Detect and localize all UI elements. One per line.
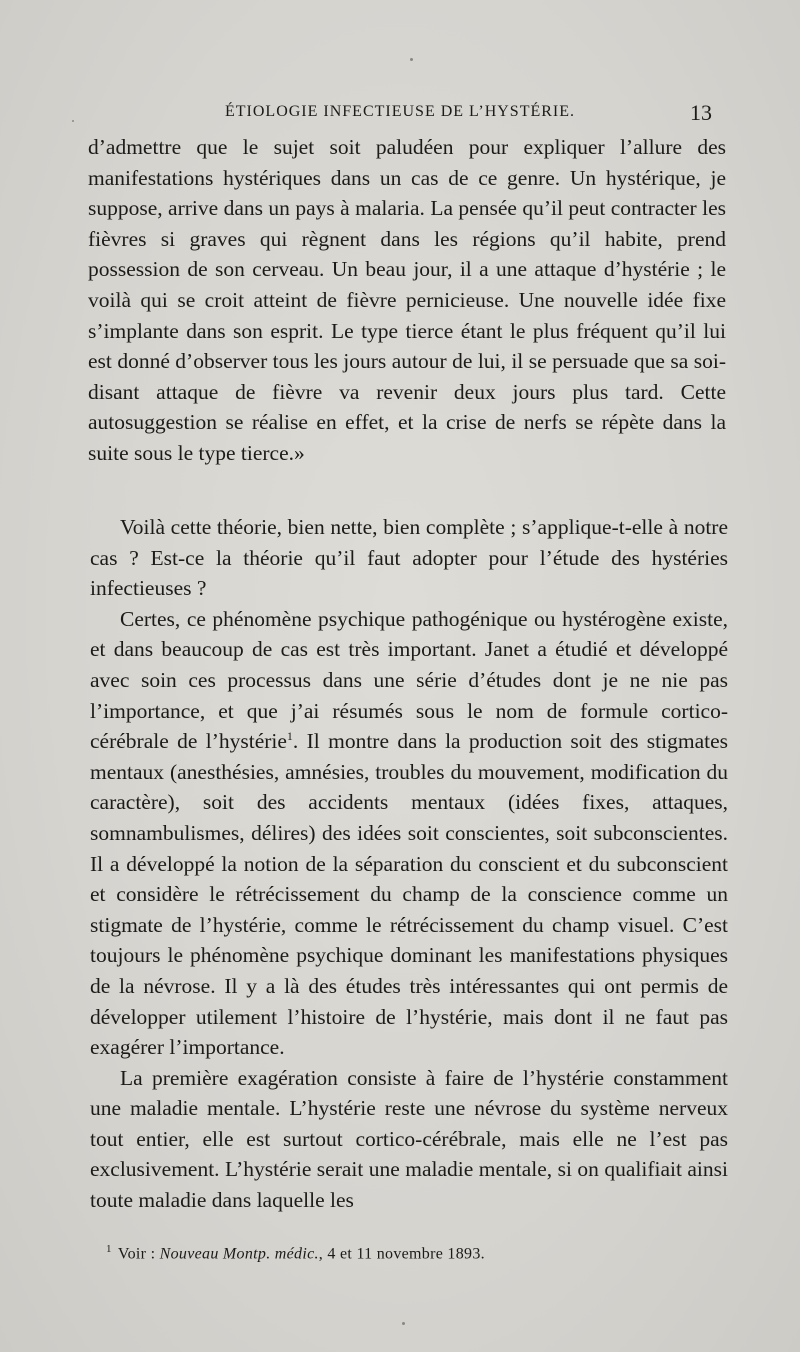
footnote-reference: 1 [286,729,293,743]
footnote-prefix: Voir : [117,1245,156,1263]
paragraph-janet-part-1: Certes, ce phénomène psychique pathogénique ou hystérogène existe, et dans beaucoup de cas est très important. Janet a étudié et développé avec soin ces processus dans une série d’études dont je ne nie pas l’importance, et que j’ai résumés sous le nom de formule cortico-cérébrale de l’hystérie [90,606,728,754]
paper-speck [402,1322,405,1325]
footnote-suffix: , 4 et 11 novembre 1893. [318,1245,485,1263]
footnote [106,1243,726,1263]
paragraph-theory-question: Voilà cette théorie, bien nette, bien complète ; s’applique-t-elle à notre cas ? Est-ce la théorie qu’il faut adopter pour l’étude des hystéries infectieuses ? [90,515,728,601]
paragraph-janet-studies [90,604,728,1063]
text-block-top [88,132,726,499]
running-head [88,100,712,126]
paper-speck [410,58,413,61]
footnote-journal: Nouveau Montp. médic. [159,1245,319,1263]
paragraph-first-exaggeration: La première exagération consiste à faire de l’hystérie constamment une maladie mentale. L’hystérie reste une névrose du système nerveux tout entier, elle est surtout cortico-cérébrale, mais elle ne l’est pas exclusivement. L’hystérie serait une maladie mentale, si on qualifiait ainsi toute maladie dans laquelle les [90,1065,728,1213]
footnote-mark: 1 [106,1243,112,1255]
page-number: 13 [690,100,712,125]
paragraph-quote-continuation: d’admettre que le sujet soit paludéen pour expliquer l’allure des manifestations hystériques dans un cas de ce genre. Un hystérique, je suppose, arrive dans un pays à malaria. La pensée qu’il peut contracter les fièvres si graves qui règnent dans les régions qu’il habite, prend possession de son cerveau. Un beau jour, il a une attaque d’hystérie ; le voilà qui se croit atteint de fièvre pernicieuse. Une nouvelle idée fixe s’implante dans son esprit. Le type tierce étant le plus fréquent qu’il lui est donné d’observer tous les jours autour de lui, il se persuade que sa soi-disant attaque de fièvre va revenir deux jours plus tard. Cette autosuggestion se réalise en effet, et la crise de nerfs se répète dans la suite sous le type tierce.» [88,135,726,465]
running-title: ÉTIOLOGIE INFECTIEUSE DE L’HYSTÉRIE. [224,103,576,120]
text-block-main [90,512,728,1216]
paper-speck [72,120,74,122]
paragraph-janet-part-2: . Il montre dans la production soit des stigmates mentaux (anesthésies, amnésies, troubles du mouvement, modification du caractère), soit des accidents mentaux (idées fixes, attaques, somnambulismes, délires) des idées soit conscientes, soit subconscientes. Il a développé la notion de la séparation du conscient et du subconscient et considère le rétrécissement du champ de la conscience comme un stigmate de l’hystérie, comme le rétrécissement du champ visuel. C’est toujours le phénomène psychique dominant les manifestations physiques de la névrose. Il y a là des études très intéressantes qui ont permis de développer utilement l’histoire de l’hystérie, mais dont il ne faut pas exagérer l’importance. [90,729,729,1060]
